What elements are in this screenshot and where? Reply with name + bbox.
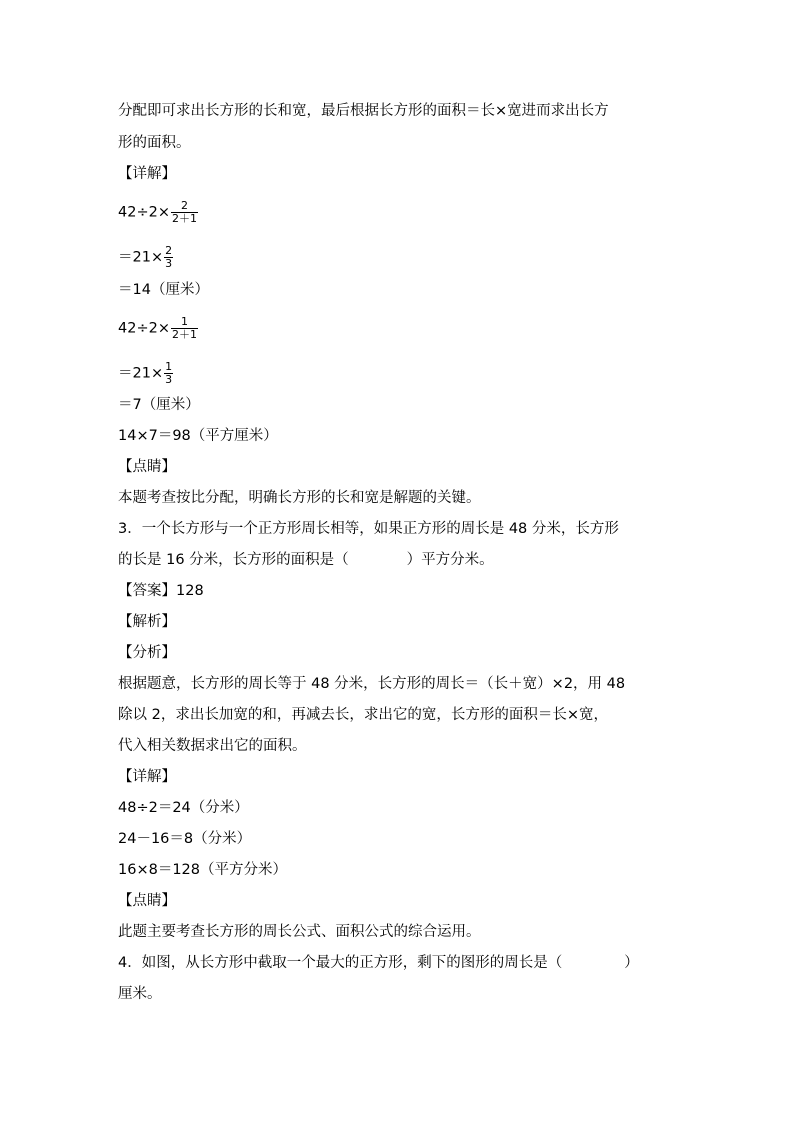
fraction xyxy=(164,361,173,386)
fraction xyxy=(164,245,173,270)
fraction-denominator: 2＋1 xyxy=(171,212,197,225)
equation-line xyxy=(118,200,198,225)
fraction-numerator: 1 xyxy=(165,360,173,373)
fraction-numerator: 2 xyxy=(165,244,173,257)
equation-line xyxy=(118,245,173,270)
fraction-denominator: 3 xyxy=(165,373,173,386)
section-heading-comment: 【点睛】 xyxy=(118,459,176,475)
equation-line: 24－16＝8（分米） xyxy=(118,831,252,847)
equation-line xyxy=(118,361,173,386)
fraction xyxy=(171,200,198,225)
equation-prefix: ＝21× xyxy=(118,365,164,382)
question-line: 3．一个长方形与一个正方形周长相等，如果正方形的周长是 48 分米，长方形 xyxy=(118,521,619,537)
text-line: 形的面积。 xyxy=(118,135,191,151)
answer-line: 【答案】128 xyxy=(118,583,204,599)
text-line: 分配即可求出长方形的长和宽，最后根据长方形的面积＝长×宽进而求出长方 xyxy=(118,103,609,119)
section-heading-detail: 【详解】 xyxy=(118,769,176,785)
question-line xyxy=(118,953,639,973)
fraction-numerator: 1 xyxy=(171,316,198,329)
section-heading-analysis: 【解析】 xyxy=(118,614,176,630)
equation-line xyxy=(118,316,198,341)
question-line xyxy=(118,550,494,570)
text-line: 根据题意，长方形的周长等于 48 分米，长方形的周长＝（长＋宽）×2，用 48 xyxy=(118,676,626,692)
equation-line: 14×7＝98（平方厘米） xyxy=(118,428,278,444)
question-text: ）平方分米。 xyxy=(406,552,494,568)
text-line: 除以 2，求出长加宽的和，再减去长，求出它的宽，长方形的面积＝长×宽， xyxy=(118,707,608,723)
text-line: 本题考查按比分配，明确长方形的长和宽是解题的关键。 xyxy=(118,490,481,506)
equation-prefix: 42÷2× xyxy=(118,320,170,337)
fraction xyxy=(171,316,198,341)
text-line: 此题主要考查长方形的周长公式、面积公式的综合运用。 xyxy=(118,924,481,940)
equation-line: 48÷2＝24（分米） xyxy=(118,800,249,816)
equation-prefix: ＝21× xyxy=(118,249,164,266)
question-text: 4．如图，从长方形中截取一个最大的正方形，剩下的图形的周长是（ xyxy=(118,955,563,971)
fraction-denominator: 3 xyxy=(165,257,173,270)
section-heading-comment: 【点睛】 xyxy=(118,893,176,909)
equation-line: ＝7（厘米） xyxy=(118,397,200,413)
text-line: 代入相关数据求出它的面积。 xyxy=(118,738,307,754)
question-text: 的长是 16 分米，长方形的面积是（ xyxy=(118,552,349,568)
equation-line: 16×8＝128（平方分米） xyxy=(118,862,288,878)
fraction-denominator: 2＋1 xyxy=(171,328,197,341)
section-heading-breakdown: 【分析】 xyxy=(118,645,176,661)
equation-line: ＝14（厘米） xyxy=(118,282,209,298)
equation-prefix: 42÷2× xyxy=(118,204,170,221)
question-line: 厘米。 xyxy=(118,986,162,1002)
section-heading-detail: 【详解】 xyxy=(118,166,176,182)
fraction-numerator: 2 xyxy=(171,200,198,213)
question-text: ） xyxy=(624,955,639,971)
